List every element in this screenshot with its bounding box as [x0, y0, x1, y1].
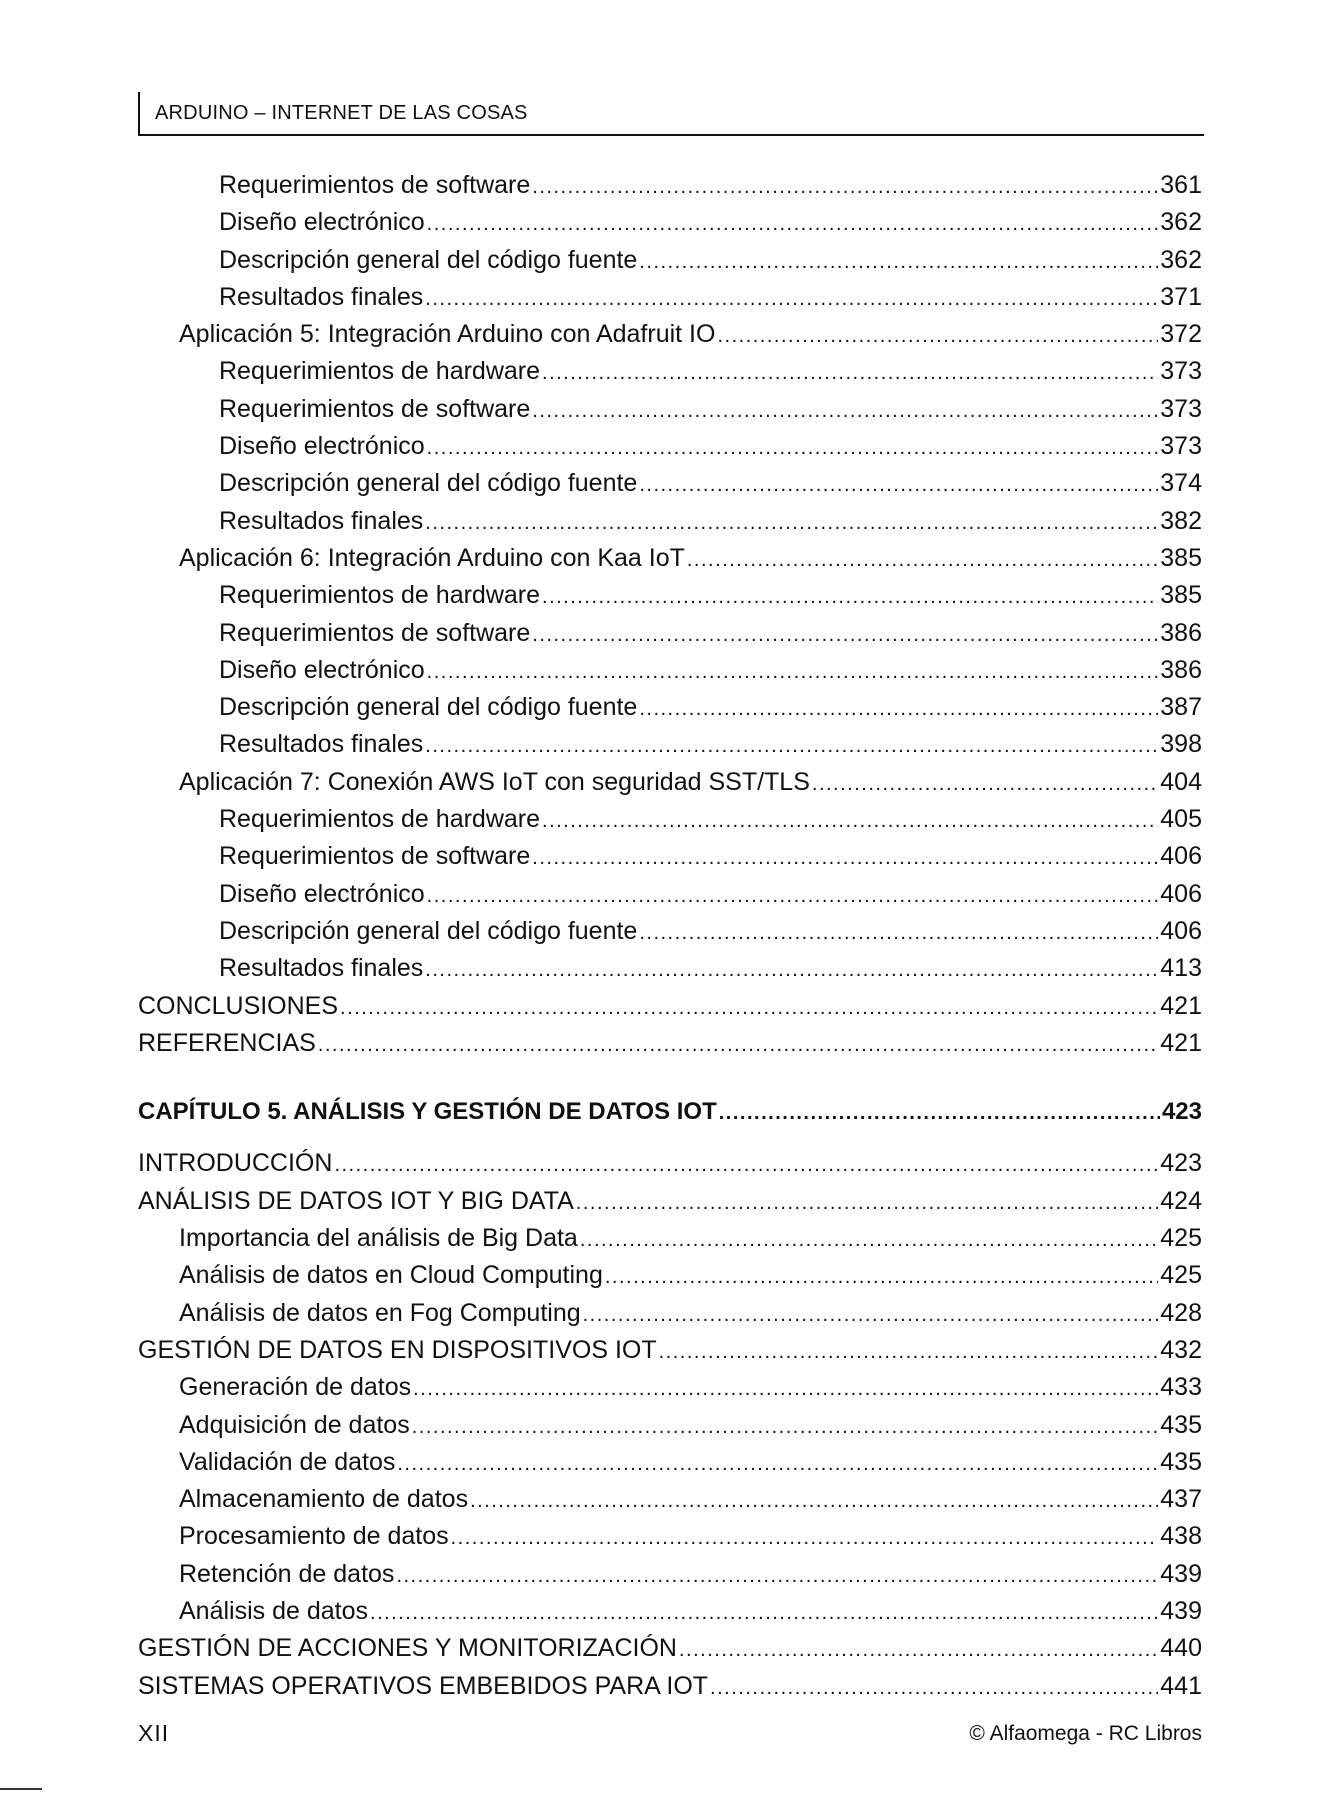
- toc-dot-leader: [659, 1341, 1159, 1364]
- toc-dot-leader: [532, 624, 1158, 647]
- toc-subsection-entry: [138, 1261, 1202, 1298]
- toc-entry-label: Diseño electrónico: [219, 655, 425, 684]
- toc-subsubsection-entry: [138, 693, 1202, 730]
- toc-entry-label: SISTEMAS OPERATIVOS EMBEBIDOS PARA IOT: [138, 1671, 709, 1700]
- header-rule-vertical: [138, 92, 140, 134]
- toc-dot-leader: [451, 1527, 1159, 1550]
- toc-entry-page: 406: [1160, 916, 1202, 945]
- toc-entry-label: Diseño electrónico: [219, 879, 425, 908]
- toc-subsubsection-entry: [138, 730, 1202, 767]
- toc-entry-page: 362: [1160, 208, 1202, 237]
- toc-entry-label: Requerimientos de hardware: [219, 357, 541, 386]
- toc-entry-label: Adquisición de datos: [179, 1410, 410, 1439]
- toc-dot-leader: [639, 922, 1158, 945]
- toc-entry-page: 361: [1160, 171, 1202, 199]
- toc-dot-leader: [397, 1453, 1158, 1476]
- toc-entry-page: 421: [1160, 991, 1202, 1020]
- toc-entry-page: 373: [1160, 394, 1202, 423]
- publisher-credit: © Alfaomega - RC Libros: [969, 1722, 1202, 1745]
- toc-entry-page: 372: [1160, 320, 1202, 349]
- toc-section-entry: [138, 1149, 1202, 1186]
- toc-entry-page: 441: [1160, 1671, 1202, 1700]
- toc-entry-page: 385: [1160, 543, 1202, 572]
- toc-dot-leader: [532, 176, 1158, 199]
- toc-dot-leader: [583, 1304, 1159, 1327]
- toc-section-entry: [138, 1029, 1202, 1066]
- toc-dot-leader: [412, 1416, 1159, 1439]
- toc-entry-page: 433: [1160, 1373, 1202, 1402]
- toc-subsubsection-entry: [138, 954, 1202, 991]
- toc-subsection-entry: [138, 1224, 1202, 1261]
- toc-subsection-entry: [138, 1560, 1202, 1597]
- toc-entry-label: Resultados finales: [219, 730, 424, 759]
- running-header-title: ARDUINO – INTERNET DE LAS COSAS: [155, 102, 528, 124]
- toc-entry-page: 398: [1160, 730, 1202, 759]
- toc-entry-page: 424: [1160, 1186, 1202, 1215]
- toc-subsubsection-entry: [138, 357, 1202, 394]
- toc-entry-page: 387: [1160, 693, 1202, 722]
- toc-dot-leader: [710, 1677, 1158, 1700]
- toc-entry-page: 371: [1160, 282, 1202, 311]
- toc-entry-label: Descripción general del código fuente: [219, 693, 638, 722]
- toc-entry-label: REFERENCIAS: [138, 1028, 316, 1057]
- toc-subsubsection-entry: [138, 246, 1202, 283]
- running-header: [138, 92, 1204, 136]
- toc-entry-page: 432: [1160, 1335, 1202, 1364]
- toc-subsection-entry: [138, 1373, 1202, 1410]
- toc-entry-label: Aplicación 6: Integración Arduino con Kaa IoT: [179, 543, 685, 572]
- toc-entry-label: Aplicación 7: Conexión AWS IoT con seguridad SST/TLS: [179, 767, 810, 796]
- toc-entry-label: Requerimientos de hardware: [219, 581, 541, 610]
- toc-entry-label: INTRODUCCIÓN: [138, 1149, 333, 1178]
- toc-entry-label: Análisis de datos: [179, 1596, 369, 1625]
- toc-entry-label: Requerimientos de software: [219, 394, 531, 423]
- toc-subsubsection-entry: [138, 432, 1202, 469]
- toc-entry-label: Diseño electrónico: [219, 432, 425, 461]
- toc-dot-leader: [679, 1639, 1158, 1662]
- toc-entry-page: 373: [1160, 357, 1202, 386]
- toc-entry-page: 406: [1160, 842, 1202, 871]
- toc-entry-page: 439: [1160, 1596, 1202, 1625]
- toc-entry-label: Procesamiento de datos: [179, 1522, 449, 1551]
- toc-entry-page: 373: [1160, 432, 1202, 461]
- toc-entry-label: Almacenamiento de datos: [179, 1485, 469, 1514]
- toc-dot-leader: [717, 325, 1158, 348]
- toc-dot-leader: [370, 1602, 1158, 1625]
- toc-entry-label: ANÁLISIS DE DATOS IOT Y BIG DATA: [138, 1186, 574, 1215]
- toc-section-entry: [138, 1672, 1202, 1709]
- toc-dot-leader: [425, 288, 1158, 311]
- toc-dot-leader: [413, 1378, 1158, 1401]
- toc-entry-label: GESTIÓN DE ACCIONES Y MONITORIZACIÓN: [138, 1634, 677, 1663]
- toc-entry-label: GESTIÓN DE DATOS EN DISPOSITIVOS IOT: [138, 1335, 657, 1364]
- toc-entry-page: 428: [1160, 1298, 1202, 1327]
- toc-section-entry: [138, 1634, 1202, 1671]
- toc-subsubsection-entry: [138, 469, 1202, 506]
- toc-subsubsection-entry: [138, 283, 1202, 320]
- toc-subsubsection-entry: [138, 171, 1202, 208]
- toc-subsubsection-entry: [138, 581, 1202, 618]
- toc-entry-label: Requerimientos de software: [219, 618, 531, 647]
- toc-entry-label: Validación de datos: [179, 1447, 396, 1476]
- toc-dot-leader: [318, 1034, 1158, 1057]
- toc-subsection-entry: [138, 768, 1202, 805]
- toc-dot-leader: [542, 586, 1158, 609]
- toc-subsection-entry: [138, 1448, 1202, 1485]
- toc-entry-page: 386: [1160, 618, 1202, 647]
- page-number: XII: [138, 1720, 170, 1746]
- toc-subsection-entry: [138, 1522, 1202, 1559]
- toc-entry-page: 440: [1160, 1634, 1202, 1663]
- toc-entry-page: 406: [1160, 879, 1202, 908]
- toc-subsection-entry: [138, 1597, 1202, 1634]
- toc-entry-label: Diseño electrónico: [219, 208, 425, 237]
- toc-dot-leader: [427, 437, 1159, 460]
- toc-entry-page: 385: [1160, 581, 1202, 610]
- toc-dot-leader: [719, 1102, 1160, 1125]
- toc-dot-leader: [532, 847, 1158, 870]
- toc-entry-label: Descripción general del código fuente: [219, 469, 638, 498]
- toc-entry-page: 435: [1160, 1410, 1202, 1439]
- toc-dot-leader: [580, 1229, 1158, 1252]
- toc-entry-page: 423: [1161, 1098, 1202, 1126]
- toc-entry-page: 382: [1160, 506, 1202, 535]
- toc-entry-page: 423: [1160, 1149, 1202, 1178]
- toc-subsubsection-entry: [138, 619, 1202, 656]
- toc-entry-page: 439: [1160, 1559, 1202, 1588]
- toc-entry-page: 374: [1160, 469, 1202, 498]
- table-of-contents: [138, 171, 1202, 1709]
- toc-entry-label: Análisis de datos en Cloud Computing: [179, 1261, 603, 1290]
- toc-entry-label: Aplicación 5: Integración Arduino con Adafruit IO: [179, 320, 716, 349]
- toc-entry-label: CAPÍTULO 5. ANÁLISIS Y GESTIÓN DE DATOS IOT: [138, 1098, 717, 1126]
- toc-entry-label: Resultados finales: [219, 506, 424, 535]
- toc-entry-label: Descripción general del código fuente: [219, 245, 638, 274]
- toc-subsubsection-entry: [138, 208, 1202, 245]
- toc-entry-page: 438: [1160, 1522, 1202, 1551]
- toc-dot-leader: [334, 1154, 1158, 1177]
- toc-entry-label: CONCLUSIONES: [138, 991, 339, 1020]
- toc-dot-leader: [639, 698, 1158, 721]
- toc-subsection-entry: [138, 1485, 1202, 1522]
- toc-dot-leader: [427, 661, 1159, 684]
- toc-subsection-entry: [138, 1299, 1202, 1336]
- toc-entry-label: Importancia del análisis de Big Data: [179, 1224, 578, 1253]
- toc-dot-leader: [427, 213, 1159, 236]
- toc-section-entry: [138, 1336, 1202, 1373]
- toc-entry-page: 404: [1160, 767, 1202, 796]
- toc-entry-page: 435: [1160, 1447, 1202, 1476]
- toc-dot-leader: [605, 1266, 1158, 1289]
- toc-dot-leader: [687, 549, 1158, 572]
- toc-entry-page: 421: [1160, 1028, 1202, 1057]
- toc-dot-leader: [470, 1490, 1158, 1513]
- toc-subsection-entry: [138, 1411, 1202, 1448]
- toc-dot-leader: [425, 735, 1158, 758]
- toc-subsection-entry: [138, 320, 1202, 357]
- toc-entry-label: Análisis de datos en Fog Computing: [179, 1298, 581, 1327]
- toc-chapter-heading: [138, 1098, 1202, 1135]
- toc-subsubsection-entry: [138, 880, 1202, 917]
- toc-dot-leader: [425, 512, 1158, 535]
- toc-subsubsection-entry: [138, 917, 1202, 954]
- toc-subsubsection-entry: [138, 395, 1202, 432]
- toc-dot-leader: [532, 400, 1158, 423]
- toc-entry-label: Descripción general del código fuente: [219, 916, 638, 945]
- toc-entry-page: 413: [1160, 954, 1202, 983]
- toc-entry-label: Requerimientos de hardware: [219, 805, 541, 834]
- toc-dot-leader: [542, 362, 1158, 385]
- toc-entry-label: Requerimientos de software: [219, 171, 531, 199]
- toc-entry-label: Generación de datos: [179, 1373, 412, 1402]
- toc-entry-page: 362: [1160, 245, 1202, 274]
- crop-mark: [0, 1788, 42, 1790]
- toc-dot-leader: [639, 474, 1158, 497]
- toc-subsubsection-entry: [138, 842, 1202, 879]
- toc-dot-leader: [427, 885, 1159, 908]
- toc-dot-leader: [340, 997, 1158, 1020]
- toc-dot-leader: [425, 959, 1158, 982]
- toc-entry-page: 425: [1160, 1224, 1202, 1253]
- toc-section-entry: [138, 992, 1202, 1029]
- toc-entry-label: Resultados finales: [219, 282, 424, 311]
- toc-subsection-entry: [138, 544, 1202, 581]
- toc-subsubsection-entry: [138, 805, 1202, 842]
- toc-section-entry: [138, 1187, 1202, 1224]
- toc-entry-page: 437: [1160, 1485, 1202, 1514]
- toc-dot-leader: [542, 810, 1158, 833]
- toc-dot-leader: [576, 1192, 1159, 1215]
- toc-dot-leader: [639, 251, 1158, 274]
- toc-subsubsection-entry: [138, 507, 1202, 544]
- toc-entry-page: 425: [1160, 1261, 1202, 1290]
- toc-entry-page: 386: [1160, 655, 1202, 684]
- toc-entry-label: Requerimientos de software: [219, 842, 531, 871]
- toc-subsubsection-entry: [138, 656, 1202, 693]
- toc-entry-label: Resultados finales: [219, 954, 424, 983]
- toc-dot-leader: [812, 773, 1158, 796]
- toc-entry-page: 405: [1160, 805, 1202, 834]
- toc-entry-label: Retención de datos: [179, 1559, 395, 1588]
- toc-dot-leader: [396, 1565, 1158, 1588]
